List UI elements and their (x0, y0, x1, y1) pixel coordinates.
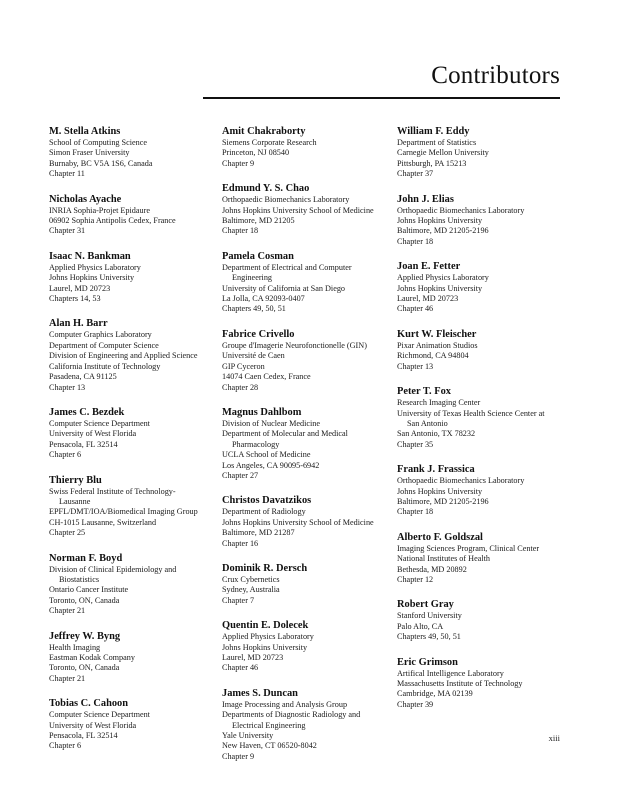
affiliation-line: Richmond, CA 94804 (397, 351, 469, 361)
contributor-entry (397, 598, 572, 642)
affiliation-line: Cambridge, MA 02139 (397, 689, 473, 699)
affiliation-line: Orthopaedic Biomechanics Laboratory (397, 476, 525, 486)
affiliation-line: Pharmacology (232, 439, 280, 449)
contributor-name: Pamela Cosman (222, 250, 294, 262)
contributor-name: Norman F. Boyd (49, 552, 123, 564)
affiliation-line: Laurel, MD 20723 (222, 653, 284, 662)
affiliation-line: Computer Graphics Laboratory (49, 330, 152, 340)
affiliation-line: Los Angeles, CA 90095-6942 (222, 460, 320, 470)
affiliation-line: Carnegie Mellon University (397, 148, 489, 158)
affiliation-line: Chapter 9 (222, 751, 255, 761)
affiliation-line: Chapter 12 (397, 574, 434, 584)
contributor-name: Fabrice Crivello (222, 328, 295, 340)
contributor-entry (397, 531, 572, 586)
affiliation-line: Chapter 39 (397, 699, 434, 709)
contributor-entry (222, 406, 394, 481)
affiliation-line: Johns Hopkins University (397, 283, 483, 293)
contributors-column-2 (222, 125, 394, 775)
affiliation-line: Department of Molecular and Medical (222, 429, 348, 439)
affiliation-line: Stanford University (397, 611, 462, 621)
affiliation-line: Applied Physics Laboratory (222, 632, 314, 642)
affiliation-line: San Antonio (407, 418, 448, 428)
affiliation-line: Johns Hopkins University (222, 642, 308, 652)
contributor-name: Eric Grimson (397, 656, 458, 668)
affiliation-line: EPFL/DMT/IOA/Biomedical Imaging Group (49, 507, 198, 517)
affiliation-line: Université de Caen (222, 351, 285, 361)
affiliation-line: Imaging Sciences Program, Clinical Center (397, 543, 540, 553)
contributor-entry (397, 193, 572, 248)
affiliation-line: Electrical Engineering (232, 720, 306, 730)
affiliation-line: Lausanne (59, 496, 91, 506)
contributor-entry (49, 250, 219, 305)
affiliation-line: Palo Alto, CA (397, 621, 444, 631)
affiliation-line: California Institute of Technology (49, 361, 161, 371)
affiliation-line: Division of Engineering and Applied Science (49, 351, 198, 361)
affiliation-line: Pensacola, FL 32514 (49, 439, 118, 449)
contributor-name: Frank J. Frassica (397, 464, 475, 476)
affiliation-line: Johns Hopkins University (397, 216, 483, 226)
contributor-name: William F. Eddy (397, 126, 470, 137)
affiliation-line: Johns Hopkins University (397, 486, 483, 496)
contributor-entry (49, 697, 219, 752)
contributor-entry (222, 619, 394, 674)
affiliation-line: Pasadena, CA 91125 (49, 372, 117, 382)
page-number: xiii (548, 733, 560, 743)
affiliation-line: School of Computing Science (49, 138, 148, 147)
affiliation-line: La Jolla, CA 92093-0407 (222, 294, 305, 304)
affiliation-line: San Antonio, TX 78232 (397, 429, 476, 439)
contributor-name: James C. Bezdek (49, 406, 125, 418)
affiliation-line: 14074 Caen Cedex, France (222, 372, 311, 382)
affiliation-line: Chapters 49, 50, 51 (222, 304, 286, 314)
affiliation-line: Chapters 14, 53 (49, 294, 101, 304)
affiliation-line: Chapter 37 (397, 169, 434, 179)
contributor-name: Tobias C. Cahoon (49, 698, 129, 710)
affiliation-line: Massachusetts Institute of Technology (397, 679, 523, 688)
contributor-entry (49, 125, 219, 180)
affiliation-line: Toronto, ON, Canada (49, 595, 120, 605)
contributor-name: Edmund Y. S. Chao (222, 183, 310, 195)
affiliation-line: Departments of Diagnostic Radiology and (222, 710, 361, 720)
affiliation-line: Chapter 6 (49, 741, 82, 751)
affiliation-line: Chapter 18 (397, 236, 434, 246)
contributor-entry (49, 474, 219, 539)
affiliation-line: Groupe d'Imagerie Neurofonctionelle (GIN) (222, 340, 367, 350)
contributor-entry (397, 260, 572, 315)
affiliation-line: Chapter 7 (222, 595, 255, 605)
affiliation-line: Division of Nuclear Medicine (222, 418, 320, 428)
affiliation-line: Chapter 16 (222, 538, 259, 548)
affiliation-line: Biostatistics (59, 574, 100, 584)
affiliation-line: Ontario Cancer Institute (49, 585, 129, 595)
affiliation-line: Johns Hopkins University School of Medicine (222, 205, 374, 215)
contributor-name: Robert Gray (397, 599, 454, 611)
contributor-name: Amit Chakraborty (222, 126, 306, 137)
affiliation-line: Simon Fraser University (49, 148, 130, 158)
affiliation-line: Baltimore, MD 21205 (222, 216, 295, 226)
affiliation-line: Laurel, MD 20723 (49, 283, 111, 293)
affiliation-line: Orthopaedic Biomechanics Laboratory (397, 205, 525, 215)
affiliation-line: Pixar Animation Studios (397, 340, 478, 350)
affiliation-line: GIP Cyceron (222, 361, 265, 371)
affiliation-line: Siemens Corporate Research (222, 138, 317, 147)
contributor-name: Jeffrey W. Byng (49, 630, 121, 642)
affiliation-line: Eastman Kodak Company (49, 653, 135, 662)
contributor-name: Peter T. Fox (397, 386, 451, 398)
affiliation-line: Chapter 46 (222, 663, 259, 673)
affiliation-line: Department of Radiology (222, 507, 306, 517)
affiliation-line: Chapter 27 (222, 470, 259, 480)
affiliation-line: Laurel, MD 20723 (397, 294, 459, 304)
contributor-entry (397, 656, 572, 711)
affiliation-line: Johns Hopkins University School of Medicine (222, 517, 374, 527)
title-rule (203, 97, 560, 99)
affiliation-line: 06902 Sophia Antipolis Cedex, France (49, 216, 176, 226)
affiliation-line: Chapter 18 (397, 507, 434, 517)
affiliation-line: Department of Computer Science (49, 340, 159, 350)
affiliation-line: Applied Physics Laboratory (49, 262, 141, 272)
affiliation-line: Chapter 18 (222, 226, 259, 236)
affiliation-line: Chapter 46 (397, 304, 434, 314)
affiliation-line: Bethesda, MD 20892 (397, 564, 467, 574)
contributor-name: M. Stella Atkins (49, 126, 121, 137)
page-title: Contributors (431, 62, 560, 89)
affiliation-line: Crux Cybernetics (222, 574, 280, 584)
affiliation-line: Chapter 13 (397, 361, 434, 371)
affiliation-line: Artifical Intelligence Laboratory (397, 668, 504, 678)
affiliation-line: Chapter 9 (222, 158, 255, 168)
affiliation-line: Chapters 49, 50, 51 (397, 632, 461, 642)
affiliation-line: INRIA Sophia-Projet Epidaure (49, 205, 150, 215)
affiliation-line: Chapter 21 (49, 673, 86, 683)
affiliation-line: Chapter 11 (49, 169, 85, 179)
affiliation-line: Pensacola, FL 32514 (49, 731, 118, 741)
affiliation-line: Chapter 13 (49, 382, 86, 392)
affiliation-line: Department of Electrical and Computer (222, 262, 352, 272)
contributor-entry (222, 250, 394, 315)
affiliation-line: University of California at San Diego (222, 283, 346, 293)
affiliation-line: Chapter 21 (49, 606, 86, 616)
affiliation-line: UCLA School of Medicine (222, 450, 311, 460)
affiliation-line: Swiss Federal Institute of Technology- (49, 486, 176, 496)
contributor-entry (222, 687, 394, 762)
contributor-entry (222, 494, 394, 549)
contributor-name: John J. Elias (397, 193, 454, 205)
contributor-entry (49, 317, 219, 392)
affiliation-line: Princeton, NJ 08540 (222, 148, 290, 158)
affiliation-line: National Institutes of Health (397, 554, 490, 564)
affiliation-line: University of West Florida (49, 720, 137, 730)
affiliation-line: Division of Clinical Epidemiology and (49, 564, 177, 574)
contributor-name: Dominik R. Dersch (222, 562, 308, 574)
affiliation-line: University of West Florida (49, 429, 137, 439)
contributor-name: Magnus Dahlbom (222, 406, 302, 418)
affiliation-line: Health Imaging (49, 642, 101, 652)
contributor-entry (49, 630, 219, 685)
affiliation-line: Baltimore, MD 21205-2196 (397, 226, 489, 236)
affiliation-line: Engineering (232, 273, 273, 283)
affiliation-line: CH-1015 Lausanne, Switzerland (49, 517, 157, 527)
contributors-column-3 (397, 125, 572, 723)
affiliation-line: Chapter 25 (49, 528, 86, 538)
contributor-entry (222, 562, 394, 606)
affiliation-line: Department of Statistics (397, 138, 477, 147)
affiliation-line: Burnaby, BC V5A 1S6, Canada (49, 158, 153, 168)
contributor-name: Kurt W. Fleischer (397, 328, 477, 340)
affiliation-line: University of Texas Health Science Center at (397, 408, 545, 418)
contributor-entry (222, 182, 394, 237)
contributor-entry (222, 125, 394, 169)
contributor-name: Thierry Blu (49, 474, 102, 486)
affiliation-line: Toronto, ON, Canada (49, 663, 120, 673)
contributor-name: Christos Davatzikos (222, 495, 312, 507)
affiliation-line: Chapter 31 (49, 226, 86, 236)
contributors-column-1 (49, 125, 219, 765)
affiliation-line: Baltimore, MD 21205-2196 (397, 496, 489, 506)
contributor-entry (397, 463, 572, 518)
affiliation-line: Yale University (222, 731, 274, 741)
affiliation-line: Orthopaedic Biomechanics Laboratory (222, 195, 350, 205)
contributor-name: Nicholas Ayache (49, 193, 122, 205)
contributor-name: Alberto F. Goldszal (397, 531, 483, 543)
contributor-name: James S. Duncan (222, 687, 298, 699)
affiliation-line: Computer Science Department (49, 710, 150, 720)
contributor-entry (49, 193, 219, 237)
affiliation-line: Johns Hopkins University (49, 273, 135, 283)
contributor-entry (222, 328, 394, 393)
affiliation-line: Baltimore, MD 21287 (222, 528, 295, 538)
affiliation-line: Chapter 28 (222, 382, 259, 392)
affiliation-line: Chapter 6 (49, 450, 82, 460)
contributor-entry (49, 552, 219, 617)
affiliation-line: Sydney, Australia (222, 585, 280, 595)
affiliation-line: Chapter 35 (397, 439, 434, 449)
contributor-entry (397, 328, 572, 372)
contributor-entry (397, 385, 572, 450)
contributor-name: Joan E. Fetter (397, 261, 461, 273)
affiliation-line: Pittsburgh, PA 15213 (397, 158, 467, 168)
contributor-name: Isaac N. Bankman (49, 250, 131, 262)
affiliation-line: Research Imaging Center (397, 398, 481, 408)
contributor-name: Alan H. Barr (49, 318, 108, 330)
contributor-entry (397, 125, 572, 180)
contributor-name: Quentin E. Dolecek (222, 620, 309, 632)
affiliation-line: Computer Science Department (49, 418, 150, 428)
contributor-entry (49, 406, 219, 461)
affiliation-line: Image Processing and Analysis Group (222, 699, 348, 709)
affiliation-line: Applied Physics Laboratory (397, 273, 489, 283)
affiliation-line: New Haven, CT 06520-8042 (222, 741, 317, 751)
